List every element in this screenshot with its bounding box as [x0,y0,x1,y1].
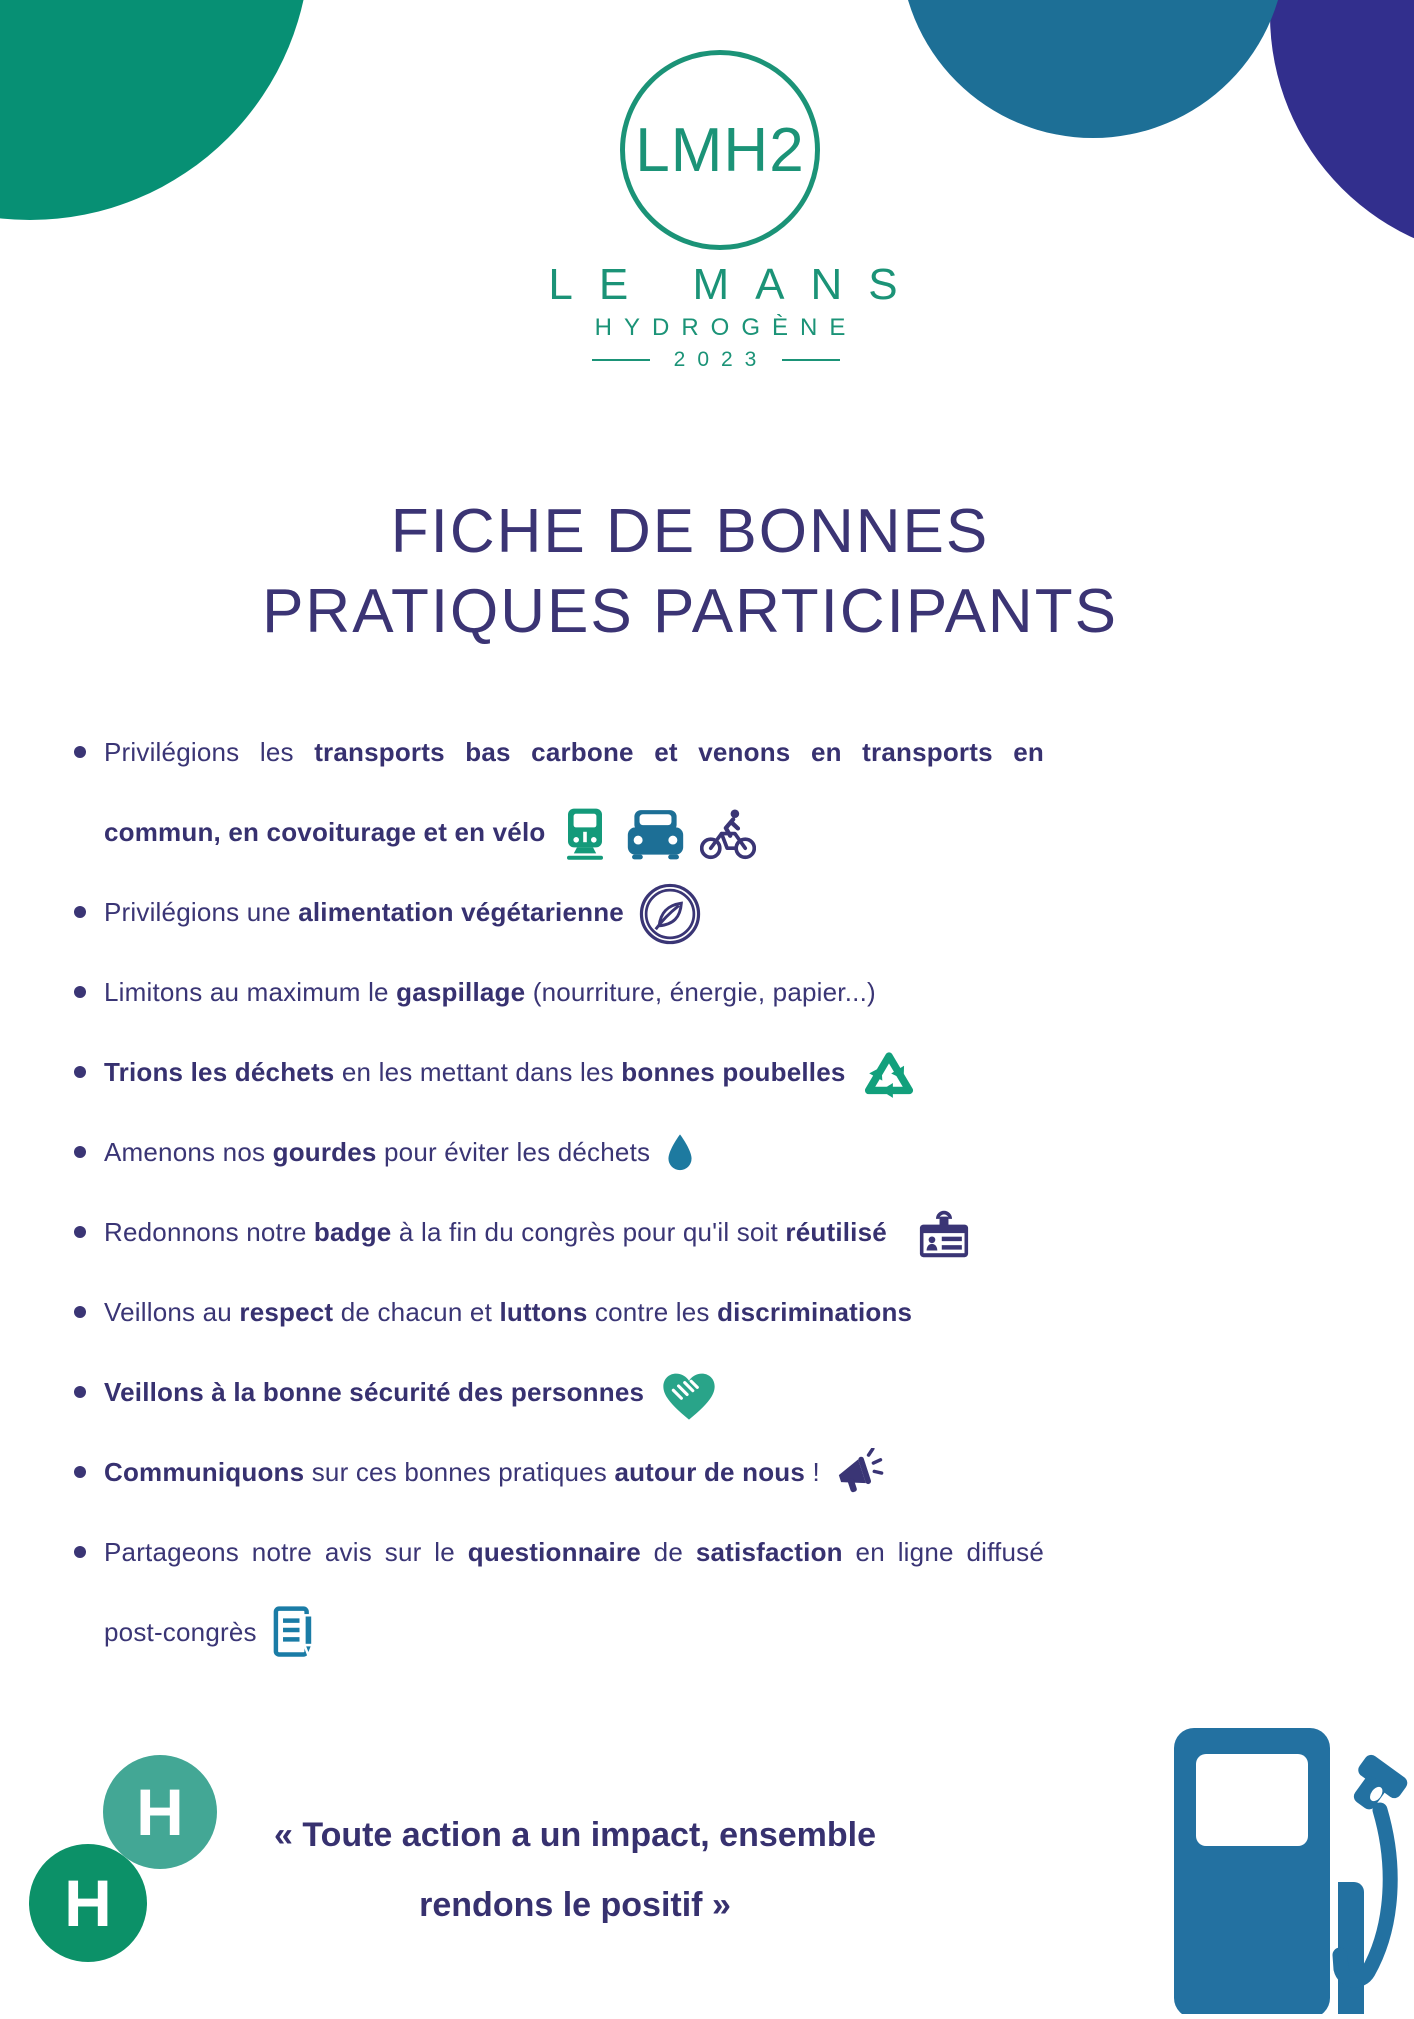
text-run: transports bas carbone et venons en transports en commun, en covoiturage et en vélo [104,737,1045,847]
text-run: Trions les déchets [104,1057,335,1087]
bullet-dot [74,1226,86,1238]
text-run: Communiquons [104,1457,305,1487]
text-run: en les mettant dans les [334,1057,622,1087]
list-item [104,1192,1044,1272]
text-run: ! [805,1457,820,1487]
text-run: gourdes [272,1137,377,1167]
hydrogen-letter: H [136,1775,184,1849]
brand-year-row [366,348,1066,372]
text-run: Redonnons notre [104,1217,314,1247]
brand-subtitle: HYDROGÈNE [594,314,858,341]
text-run: badge [313,1217,392,1247]
handshake-heart-icon [658,1366,720,1423]
list-item [104,952,1044,1032]
text-run: autour de nous [614,1457,806,1487]
list-item [104,1512,1044,1672]
water-drop-icon [664,1133,696,1175]
text-run: discriminations [717,1297,913,1327]
lmh2-logo [620,50,820,250]
text-run: sur ces bonnes pratiques [304,1457,615,1487]
lmh2-monogram: LMH2 [635,115,805,185]
text-run: pour éviter les déchets [376,1137,651,1167]
hydrogen-molecule-icon [29,1844,147,1962]
text-run: alimentation végétarienne [298,897,624,927]
list-item [104,872,1044,952]
text-run: satisfaction [695,1537,843,1567]
text-run: questionnaire [467,1537,641,1567]
bullet-dot [74,1546,86,1558]
bullet-dot [74,1146,86,1158]
bullet-dot [74,1386,86,1398]
hydrogen-molecule-icon [103,1755,217,1869]
text-run: Limitons au maximum le [104,977,397,1007]
text-run: Veillons au [104,1297,240,1327]
quote [225,1800,925,1940]
bullet-dot [74,906,86,918]
text-run: (nourriture, énergie, papier...) [525,977,876,1007]
recycle-icon [860,1047,918,1101]
bicycle-icon [700,808,756,860]
text-run: contre les [587,1297,718,1327]
bullet-dot [74,1066,86,1078]
decor-circle-top-right-blue [900,0,1286,138]
text-run: Privilégions les [104,737,315,767]
leaf-circle-icon [638,882,702,946]
brand-name: LE MANS [548,260,924,309]
list-item [104,712,1044,872]
text-run: bonnes poubelles [621,1057,846,1087]
text-run: à la fin du congrès pour qu'il soit [391,1217,786,1247]
year-rule-left [592,359,650,361]
hydrogen-letter: H [64,1866,112,1940]
page-title [0,492,1380,652]
list-item [104,1272,1044,1352]
quote-line1: « Toute action a un impact, ensemble [273,1816,877,1854]
survey-icon [271,1605,320,1663]
tram-icon [559,807,611,861]
text-run: Partageons notre avis sur le [104,1537,468,1567]
bullet-dot [74,746,86,758]
brand-year: 2023 [673,348,769,371]
bullet-dot [74,1466,86,1478]
text-run: en ligne diffusé post-congrès [104,1537,1045,1647]
text-run: luttons [499,1297,588,1327]
decor-circle-top-right-indigo [1270,0,1414,260]
hydrogen-fuel-pump-icon [1172,1714,1412,2004]
bullet-dot [74,1306,86,1318]
year-rule-right [782,359,840,361]
text-run: Veillons à la bonne sécurité des personnes [104,1377,645,1407]
text-run: de chacun et [333,1297,500,1327]
list-item [104,1432,1044,1512]
text-run: Amenons nos [104,1137,273,1167]
text-run: de [640,1537,696,1567]
list-item [104,1352,1044,1432]
practices-list [104,712,1044,1672]
megaphone-icon [834,1448,890,1500]
list-item [104,1112,1044,1192]
text-run: réutilisé [785,1217,887,1247]
decor-circle-top-left [0,0,310,220]
text-run: Privilégions une [104,897,299,927]
car-icon [625,808,686,860]
page-title-line1: FICHE DE BONNES [390,497,990,566]
text-run: respect [239,1297,334,1327]
list-item [104,1032,1044,1112]
text-run: gaspillage [396,977,526,1007]
quote-line2: rendons le positif » [419,1886,731,1924]
bullet-dot [74,986,86,998]
page-title-line2: PRATIQUES PARTICIPANTS [262,577,1118,646]
